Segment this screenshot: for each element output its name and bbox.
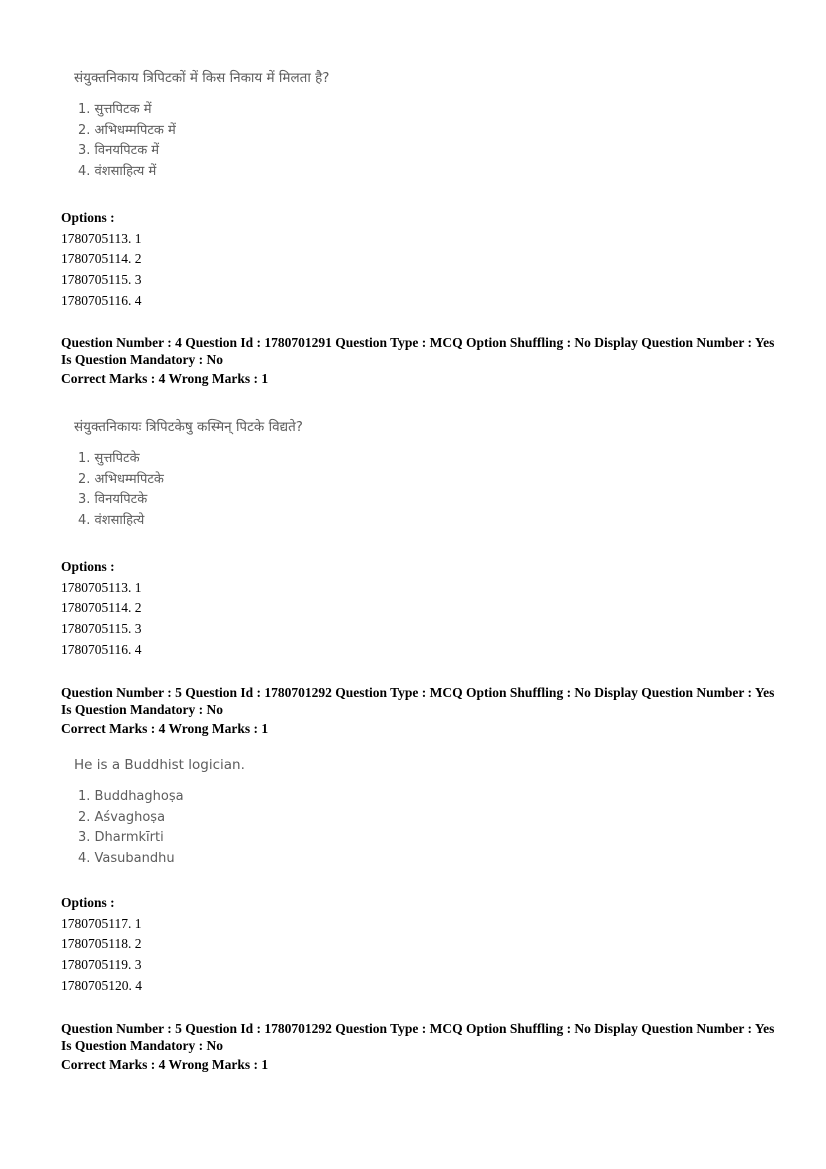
marks-line: Correct Marks : 4 Wrong Marks : 1	[61, 721, 269, 736]
option-id-line: 1780705116. 4	[61, 292, 142, 308]
question-image	[74, 417, 303, 531]
options-block	[61, 893, 142, 997]
question-option: 4. वंशसाहित्य में	[78, 163, 157, 179]
option-id-line: 1780705116. 4	[61, 641, 142, 657]
option-id-line: 1780705114. 2	[61, 600, 142, 616]
option-id-line: 1780705113. 1	[61, 579, 142, 595]
options-block	[61, 557, 142, 661]
question-option: 3. Dharmkīrti	[78, 830, 164, 845]
question-option: 3. विनयपिटक में	[78, 143, 160, 158]
question-image	[74, 755, 245, 869]
question-image	[74, 68, 329, 182]
question-option-list	[78, 100, 329, 182]
question-meta-line: Question Number : 5 Question Id : 1780701292 Question Type : MCQ Option Shuffling : No Display Question Number : Yes Is Question Mandatory : No	[61, 1021, 775, 1053]
question-meta-line: Question Number : 5 Question Id : 1780701292 Question Type : MCQ Option Shuffling : No Display Question Number : Yes Is Question Mandatory : No	[61, 685, 775, 717]
question-meta	[61, 684, 781, 737]
question-option: 2. Aśvaghoṣa	[78, 809, 166, 825]
question-option: 4. वंशसाहित्ये	[78, 512, 145, 528]
option-id-line: 1780705117. 1	[61, 915, 142, 931]
question-option: 3. विनयपिटके	[78, 492, 148, 507]
option-id-line: 1780705120. 4	[61, 977, 142, 993]
question-meta	[61, 1020, 781, 1073]
question-text: संयुक्तनिकाय त्रिपिटकों में किस निकाय में मिलता है?	[74, 70, 330, 86]
question-option-list	[78, 449, 303, 531]
question-option: 1. सुत्तपिटके	[78, 451, 140, 466]
question-text: संयुक्तनिकायः त्रिपिटकेषु कस्मिन् पिटके विद्यते?	[74, 419, 303, 435]
question-meta-line: Question Number : 4 Question Id : 1780701291 Question Type : MCQ Option Shuffling : No Display Question Number : Yes Is Question Mandatory : No	[61, 335, 775, 367]
option-id-line: 1780705118. 2	[61, 936, 142, 952]
options-header: Options :	[61, 210, 115, 225]
option-id-line: 1780705113. 1	[61, 230, 142, 246]
question-meta	[61, 334, 781, 387]
question-option: 2. अभिधम्मपिटके	[78, 471, 164, 487]
option-id-line: 1780705115. 3	[61, 272, 142, 288]
question-option: 1. Buddhaghoṣa	[78, 789, 184, 804]
marks-line: Correct Marks : 4 Wrong Marks : 1	[61, 371, 269, 386]
question-option: 1. सुत्तपिटक में	[78, 102, 152, 117]
marks-line: Correct Marks : 4 Wrong Marks : 1	[61, 1057, 269, 1072]
question-option-list	[78, 787, 245, 869]
question-option: 4. Vasubandhu	[78, 850, 175, 866]
options-block	[61, 208, 142, 312]
option-id-line: 1780705115. 3	[61, 621, 142, 637]
option-id-line: 1780705119. 3	[61, 957, 142, 973]
option-id-line: 1780705114. 2	[61, 251, 142, 267]
question-option: 2. अभिधम्मपिटक में	[78, 122, 176, 138]
question-text: He is a Buddhist logician.	[74, 757, 245, 773]
options-header: Options :	[61, 559, 115, 574]
options-header: Options :	[61, 895, 115, 910]
